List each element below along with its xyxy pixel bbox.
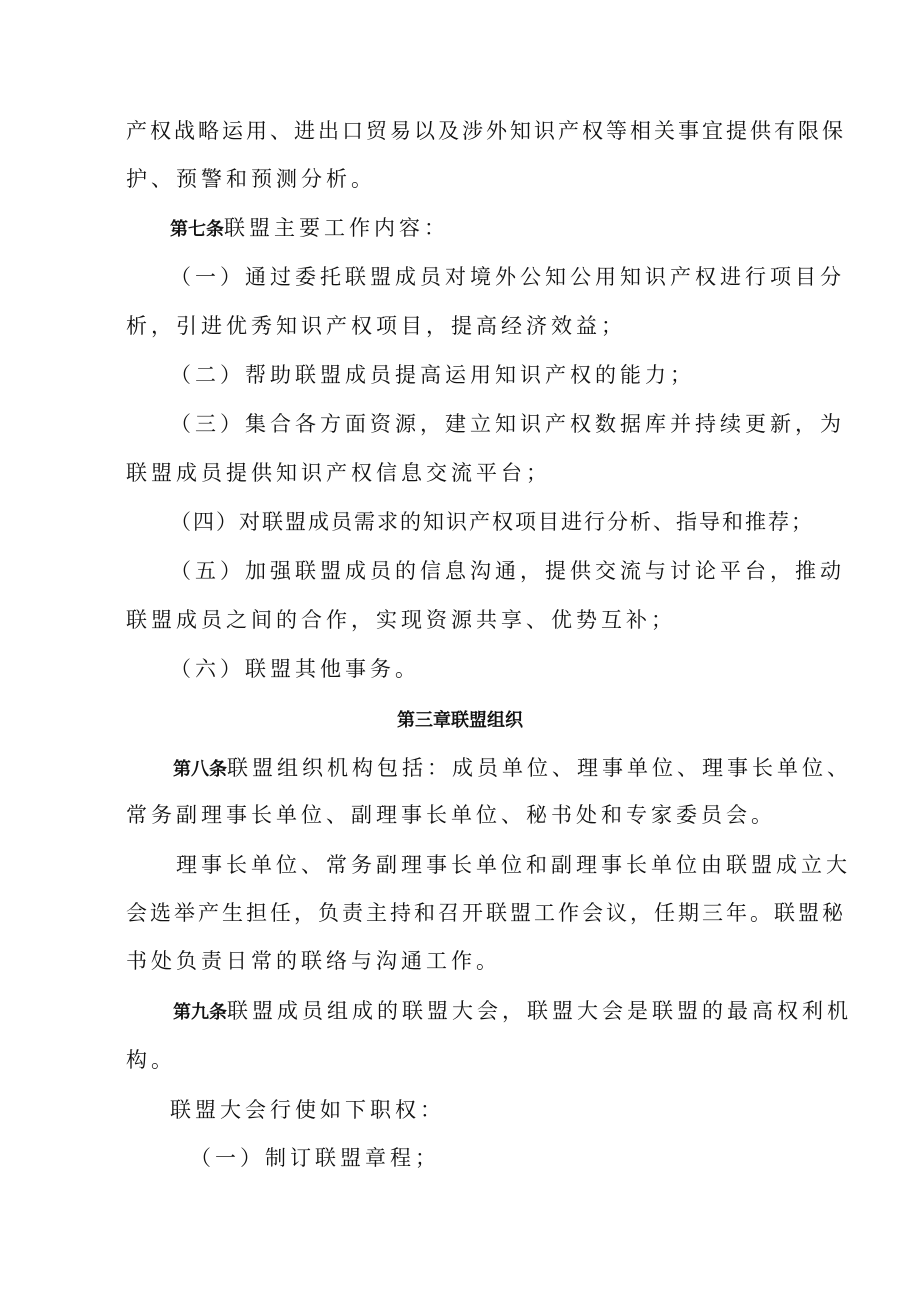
paragraph-line: （四）对联盟成员需求的知识产权项目进行分析、指导和推荐； — [170, 510, 814, 534]
article-8-label: 第八条 — [173, 759, 227, 780]
paragraph-line: （三）集合各方面资源，建立知识产权数据库并持续更新，为 — [170, 412, 845, 436]
paragraph-line: （一）制订联盟章程； — [190, 1146, 440, 1170]
article-7-label: 第七条 — [170, 219, 224, 240]
paragraph-line: （六）联盟其他事务。 — [170, 657, 420, 681]
paragraph-line: 联盟成员提供知识产权信息交流平台； — [126, 461, 551, 485]
paragraph-text: 联盟成员组成的联盟大会，联盟大会是联盟的最高权利机 — [227, 999, 852, 1023]
paragraph-line: 会选举产生担任，负责主持和召开联盟工作会议，任期三年。联盟秘 — [126, 901, 846, 925]
paragraph-text: 联盟组织机构包括：成员单位、理事单位、理事长单位、 — [227, 756, 852, 780]
paragraph-line: 产权战略运用、进出口贸易以及涉外知识产权等相关事宜提供有限保 — [126, 119, 846, 143]
paragraph-line: 析，引进优秀知识产权项目，提高经济效益； — [126, 314, 626, 338]
paragraph-text: 联盟主要工作内容： — [224, 216, 449, 240]
article-9-paragraph — [173, 996, 852, 1028]
paragraph-line: 构。 — [126, 1048, 176, 1072]
paragraph-line: （二）帮助联盟成员提高运用知识产权的能力； — [170, 363, 695, 387]
chapter-heading: 第三章联盟组织 — [397, 710, 523, 731]
paragraph-line: 书处负责日常的联络与沟通工作。 — [126, 949, 501, 973]
paragraph-line: 理事长单位、常务副理事长单位和副理事长单位由联盟成立大 — [176, 853, 851, 877]
paragraph-line: 护、预警和预测分析。 — [126, 167, 376, 191]
paragraph-line: 常务副理事长单位、副理事长单位、秘书处和专家委员会。 — [126, 803, 776, 827]
article-8-paragraph — [173, 753, 852, 785]
article-7-paragraph — [170, 213, 449, 245]
paragraph-line: （五）加强联盟成员的信息沟通，提供交流与讨论平台，推动 — [170, 559, 845, 583]
paragraph-line: （一）通过委托联盟成员对境外公知公用知识产权进行项目分 — [170, 265, 845, 289]
paragraph-line: 联盟成员之间的合作，实现资源共享、优势互补； — [126, 608, 676, 632]
paragraph-line: 联盟大会行使如下职权： — [170, 1098, 445, 1122]
article-9-label: 第九条 — [173, 1002, 227, 1023]
